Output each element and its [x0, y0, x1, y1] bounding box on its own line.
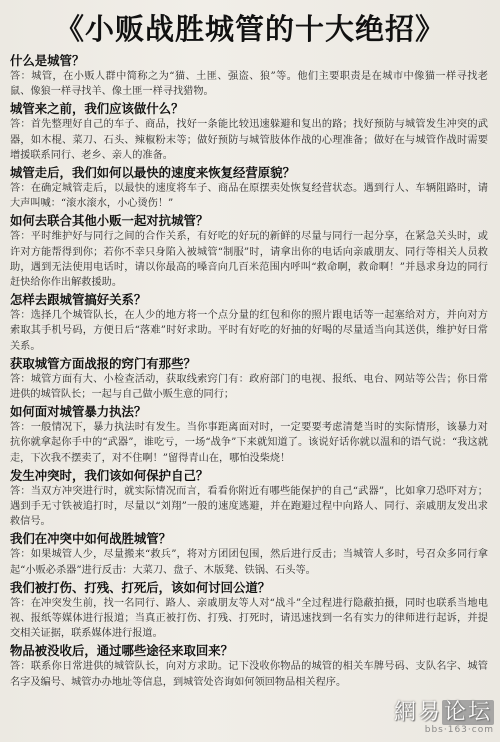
- answer-text: 答：选择几个城管队长，在人少的地方将一个点分量的红包和你的照片跟电话等一起塞给对方，并向对方索取其手机号码，方便日后“落难”时好求助。平时有好吃的好抽的好喝的尽量适当向其送供，维护好日常关系。: [10, 310, 488, 352]
- answer-text: 答：城管方面有大、小检查活动，获取线索窍门有：政府部门的电视、报纸、电台、网站等公告；你日常进供的城管队长；一起与自己做小贩生意的同行；: [10, 373, 488, 401]
- answer-text: 答：首先整理好自己的车子、商品，找好一条能比较迅速躲避和复出的路；找好预防与城管发生冲突的武器，如木棍、菜刀、石头、辣椒粉末等；做好预防与城管肢体作战的心理准备；做好在与城管作战时需要增援联系同行、老乡、亲人的准备。: [10, 119, 488, 161]
- question-heading: 什么是城管？: [10, 53, 85, 68]
- qa-section: [10, 212, 488, 290]
- question-heading: 我们被打伤、打残、打死后，该如何讨回公道？: [10, 579, 271, 595]
- qa-section: [10, 579, 488, 642]
- question-heading: 城管走后，我们如何以最快的速度来恢复经营原貌？: [10, 165, 295, 181]
- document-body: [10, 52, 488, 691]
- watermark-logo: [394, 701, 494, 725]
- qa-section: [10, 100, 488, 163]
- question-heading: 怎样去跟城管搞好关系？: [10, 292, 147, 308]
- answer-text: 答：在冲突发生前，找一名同行、路人、亲戚朋友等人对“战斗”全过程进行隐蔽拍摄，同时也联系当地电视、报纸等媒体进行报道；当真正被打伤、打残、打死时，请迅速找到一名有实力的律师进行起诉，并提交相关证据，联系媒体进行报道。: [10, 597, 488, 640]
- qa-section: [10, 642, 488, 689]
- question-heading: 发生冲突时，我们该如何保护自己？: [10, 467, 209, 483]
- answer-text: 答：一般情况下，暴力执法时有发生。当你事距离面对时，一定要要考虑清楚当时的实际情形，该暴力对抗你就拿起你手中的“武器”，谁吃亏，一场“战争”下来就知道了。该说好话你就以温和的语气说：“我这就走，下次我不摆卖了，对不住啊！”留得青山在，哪怕没柴烧！: [10, 422, 488, 464]
- watermark-brand: 網易: [393, 700, 442, 725]
- qa-section: [10, 164, 488, 211]
- answer-text: 答：在确定城管走后，以最快的速度将车子、商品在原摆卖处恢复经营状态。遇到行人、车辆阻路时，请大声叫喊：“滚水滚水，小心烫伤！”: [10, 183, 488, 210]
- question-heading: 城管来之前，我们应该做什么？: [10, 101, 184, 117]
- document-title: 《小贩战胜城管的十大绝招》: [54, 12, 445, 46]
- forum-watermark: [394, 701, 494, 736]
- question-heading: 获取城管方面战报的窍门有那些？: [10, 355, 196, 371]
- qa-section: [10, 403, 488, 466]
- answer-text: 答：如果城管人少，尽量搬来“救兵”，将对方团团包围，然后进行反击；当城管人多时，号召众多同行拿起“小贩必杀器”进行反击：大菜刀、盘子、木版凳、铁锅、石头等。: [10, 549, 488, 576]
- qa-section: [10, 355, 488, 402]
- answer-text: 答：平时维护好与同行之间的合作关系，有好吃的好玩的新鲜的尽量与同行一起分享，在紧急关头时，或许对方能帮得到你；若你不幸只身陷入被城管“制服”时，请拿出你的电话向亲戚朋友、同行等相关人员救助，遇到无法使用电话时，请以你最高的嗓音向几百米范围内呼叫“救命啊，救命啊！”并恳求身边的同行赶快给你作出解救援助。: [10, 231, 488, 289]
- watermark-url: bbs·163·com: [424, 725, 494, 735]
- question-heading: 如何去联合其他小贩一起对抗城管？: [10, 213, 209, 229]
- qa-section: [10, 467, 488, 530]
- answer-text: 答：城管，在小贩人群中简称之为“猫、土匪、强盗、狼”等。他们主要职责是在城市中像猫一样寻找老鼠、像狼一样寻找羊、像土匪一样寻找猎物。: [10, 71, 488, 98]
- watermark-forum-label: 论坛: [443, 700, 492, 725]
- answer-text: 答：当双方冲突进行时，就实际情况而言，看看你附近有哪些能保护的自己“武器”，比如拿刀恐吓对方；遇到手无寸铁被追打时，尽量以“刘翔”一般的速度逃避，并在跑避过程中向路人、同行、亲戚朋友发出求救信号。: [10, 485, 488, 528]
- qa-section: [10, 530, 488, 577]
- question-heading: 如何面对城管暴力执法？: [10, 404, 147, 420]
- answer-text: 答：联系你日常进供的城管队长，向对方求助。记下没收你物品的城管的相关车牌号码、支队名字、城管名字及编号、城管办办地址等信息，到城管处咨询如何领回物品相关程序。: [10, 661, 488, 688]
- question-heading: 物品被没收后，通过哪些途径来取回来？: [10, 643, 234, 659]
- question-heading: 我们在冲突中如何战胜城管？: [10, 531, 172, 547]
- qa-section: [10, 52, 488, 99]
- qa-section: [10, 291, 488, 354]
